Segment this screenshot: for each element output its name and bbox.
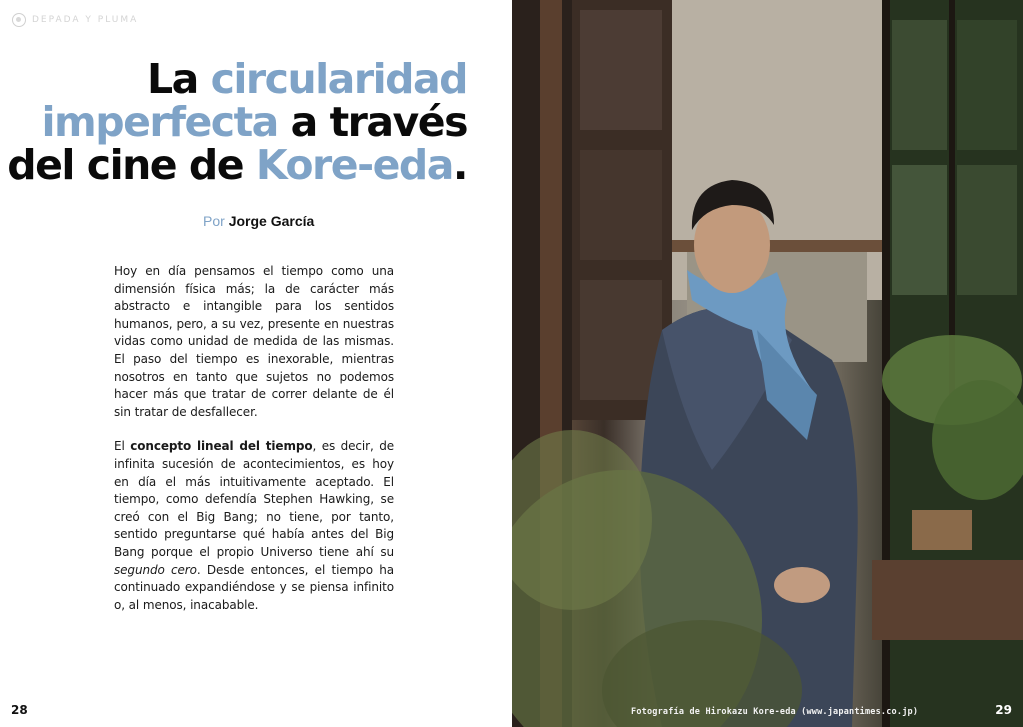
- page-number-left: 28: [11, 703, 28, 717]
- title-accent-word: Kore-eda: [255, 141, 453, 189]
- paragraph-text: . Desde entonces, el tiempo ha continuado expandiéndose y se piensa infinito o, al menos, inacabable.: [114, 562, 395, 612]
- masthead: [12, 13, 138, 27]
- paragraph-1: Hoy en día pensamos el tiempo como una dimensión física más; la de carácter más abstracto e intangible para los sentidos humanos, pero, a su vez, presente en nuestras vidas como unidad de medida de las mismas. El paso del tiempo es inexorable, mientras nosotros en tanto que sujetos no podemos hacer más que tratar de correr delante de él sin tratar de desfallecer.: [114, 264, 394, 419]
- byline-prefix: Por: [203, 213, 229, 229]
- title-line-1: [147, 55, 467, 103]
- byline: [203, 213, 314, 229]
- photo-caption: Fotografía de Hirokazu Kore-eda (www.japantimes.co.jp): [631, 707, 919, 717]
- title-line-2: [41, 98, 467, 146]
- paragraph-text: , es decir, de infinita sucesión de acontecimientos, es hoy en día el más intuitivamente aceptado. El tiempo, como defendía Stephen Hawking, se creó con el Big Bang; no tiene, por tanto, sentido preguntarse qué había antes del Big Bang porque el propio Universo tiene ahí su: [114, 439, 394, 559]
- paragraph-text: El: [114, 439, 131, 454]
- title-word: La: [146, 55, 211, 103]
- title-accent-word: imperfecta: [41, 98, 278, 146]
- italic-phrase: segundo cero: [114, 562, 197, 577]
- paragraph-2: [114, 438, 394, 614]
- portrait-photo: [512, 0, 1023, 727]
- page-number-right: 29: [995, 703, 1012, 717]
- byline-author: Jorge García: [228, 213, 315, 229]
- article-body: [114, 263, 394, 631]
- masthead-name: DEPADA Y PLUMA: [32, 15, 139, 25]
- title-accent-word: circularidad: [210, 55, 467, 103]
- magazine-logo-icon: [12, 13, 26, 27]
- title-word: a través: [277, 98, 467, 146]
- title-word: del cine de: [7, 141, 256, 189]
- photo-illustration: [512, 0, 1023, 727]
- title-period: .: [452, 141, 467, 189]
- article-title: [7, 55, 467, 189]
- bold-phrase: concepto lineal del tiempo: [130, 439, 313, 454]
- title-line-3: [7, 141, 467, 189]
